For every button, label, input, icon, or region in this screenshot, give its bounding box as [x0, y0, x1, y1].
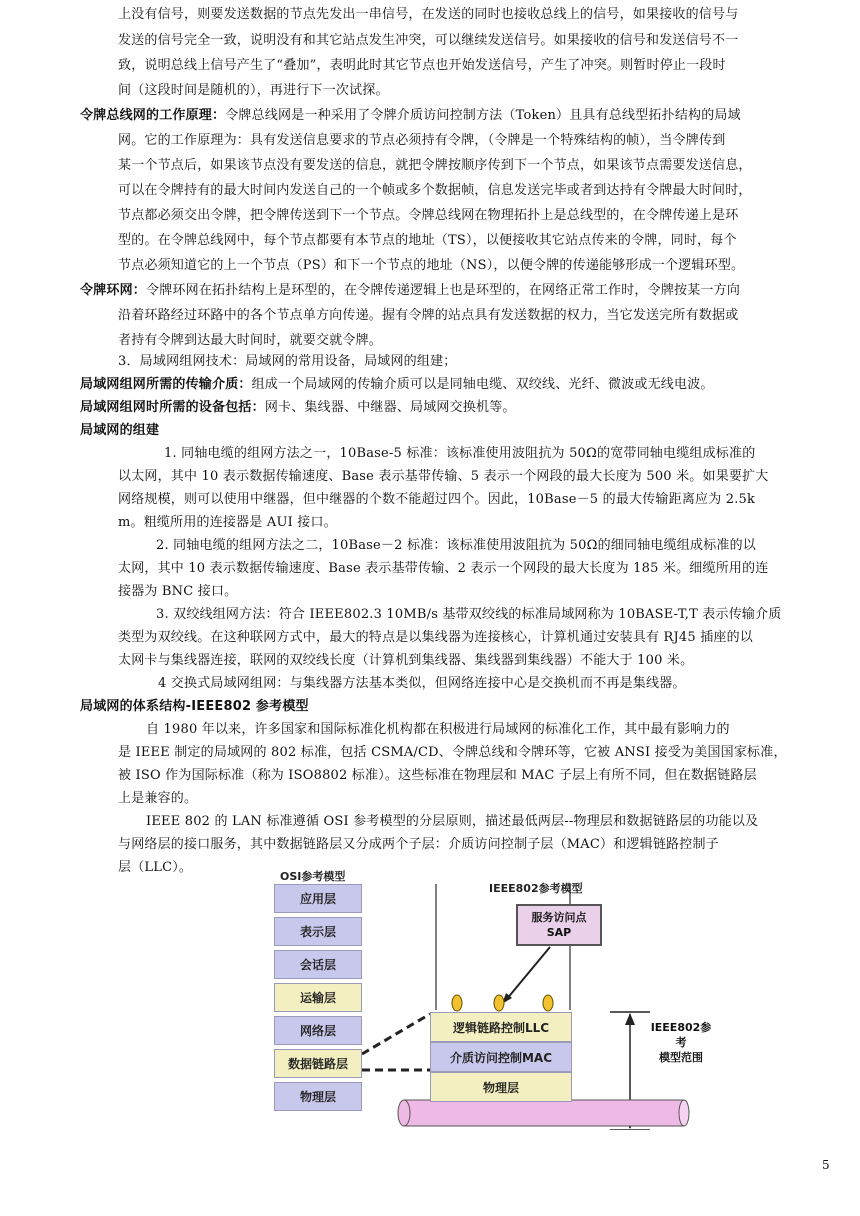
text-span: 网卡、集线器、中继器、局域网交换机等。	[264, 400, 516, 415]
text-line: 网。它的工作原理为：具有发送信息要求的节点必须持有令牌，（令牌是一个特殊结构的帧），当令牌传到	[118, 133, 726, 148]
osi-layer-datalink: 数据链路层	[274, 1049, 362, 1078]
arch-heading: 局域网的体系结构-IEEE802 参考模型	[80, 699, 309, 714]
text-span: 令牌环网在拓扑结构上是环型的，在令牌传递逻辑上也是环型的，在网络正常工作时，令牌按某一方向	[146, 283, 741, 298]
section-3-line: 3．局域网组网技术：局域网的常用设备，局域网的组建；	[118, 354, 457, 369]
text-line: 上是兼容的。	[118, 791, 198, 806]
devices-label: 局域网组网时所需的设备包括：	[80, 400, 265, 415]
cable-body	[404, 1100, 684, 1126]
text-line: 沿着环路经过环路中的各个节点单方向传递。握有令牌的站点具有发送数据的权力，当它发送完所有数据或	[118, 308, 739, 323]
range-label	[646, 1020, 716, 1065]
text-line: 某一个节点后，如果该节点没有要发送的信息，就把令牌按顺序传到下一个节点，如果该节点需要发送信息，	[118, 158, 752, 173]
mapping-line-top	[362, 1014, 430, 1054]
ieee-layer-mac: 介质访问控制MAC	[430, 1042, 572, 1072]
build-heading: 局域网的组建	[80, 423, 160, 438]
text-line: 3. 双绞线组网方法：符合 IEEE802.3 10MB/s 基带双绞线的标准局域网称为 10BASE-T,T 表示传输介质	[156, 607, 782, 622]
range-arrow-up	[625, 1013, 635, 1025]
access-point-oval	[452, 995, 462, 1011]
text-line: 上没有信号，则要发送数据的节点先发出一串信号，在发送的同时也接收总线上的信号，如果接收的信号与	[118, 7, 739, 22]
access-point-oval	[543, 995, 553, 1011]
text-line: 层（LLC）。	[118, 860, 193, 875]
page-number: 5	[822, 1158, 830, 1172]
token-bus-label: 令牌总线网的工作原理：	[80, 108, 226, 123]
sap-abbrev: SAP	[546, 926, 572, 939]
text-line: m。粗缆所用的连接器是 AUI 接口。	[118, 515, 337, 530]
osi-layer-session: 会话层	[274, 950, 362, 979]
cable-end	[679, 1100, 689, 1126]
text-line: 太网卡与集线器连接，联网的双绞线长度（计算机到集线器、集线器到集线器）不能大于 100 米。	[118, 653, 694, 668]
media-label: 局域网组网所需的传输介质：	[80, 377, 252, 392]
osi-layer-network: 网络层	[274, 1016, 362, 1045]
text-line: 网络规模，则可以使用中继器，但中继器的个数不能超过四个。因此，10Base－5 的最大传输距离应为 2.5k	[118, 492, 756, 507]
text-line: 2. 同轴电缆的组网方法之二，10Base－2 标准：该标准使用波阻抗为 50Ω的细同轴电缆组成标准的以	[156, 538, 757, 553]
media-line	[80, 374, 714, 396]
sap-arrow	[506, 947, 550, 1000]
token-bus-line	[80, 105, 741, 127]
text-line: 1. 同轴电缆的组网方法之一，10Base-5 标准：该标准使用波阻抗为 50Ω的宽带同轴电缆组成标准的	[164, 446, 756, 461]
osi-layer-transport: 运输层	[274, 983, 362, 1012]
osi-layer-physical: 物理层	[274, 1082, 362, 1111]
osi-layer-application: 应用层	[274, 884, 362, 913]
text-line: 致，说明总线上信号产生了“叠加”，表明此时其它节点也开始发送信号，产生了冲突。则暂时停止一段时	[118, 58, 726, 73]
sap-label: 服务访问点	[531, 911, 587, 924]
text-line: 以太网，其中 10 表示数据传输速度、Base 表示基带传输、5 表示一个网段的最大长度为 500 米。如果要扩大	[118, 469, 769, 484]
ieee-title: IEEE802参考模型	[489, 882, 583, 895]
text-line: 自 1980 年以来，许多国家和国际标准化机构都在积极进行局域网的标准化工作，其中最有影响力的	[146, 722, 730, 737]
cable-end	[398, 1100, 410, 1126]
text-span: 组成一个局域网的传输介质可以是同轴电缆、双绞线、光纤、微波或无线电波。	[251, 377, 714, 392]
text-line: 太网，其中 10 表示数据传输速度、Base 表示基带传输、2 表示一个网段的最大长度为 185 米。细缆所用的连	[118, 561, 769, 576]
text-line: 型的。在令牌总线网中，每个节点都要有本节点的地址（TS），以便接收其它站点传来的令牌，同时，每个	[118, 233, 737, 248]
osi-title: OSI参考模型	[280, 870, 346, 883]
text-span: 令牌总线网是一种采用了令牌介质访问控制方法（Token）且具有总线型拓扑结构的局域	[225, 108, 741, 123]
text-line: IEEE 802 的 LAN 标准遵循 OSI 参考模型的分层原则，描述最低两层--物理层和数据链路层的功能以及	[146, 814, 759, 829]
text-line: 被 ISO 作为国际标准（称为 ISO8802 标准）。这些标准在物理层和 MAC 子层上有所不同，但在数据链路层	[118, 768, 757, 783]
ieee-layer-llc: 逻辑链路控制LLC	[430, 1012, 572, 1042]
text-line: 节点都必须交出令牌，把令牌传送到下一个节点。令牌总线网在物理拓扑上是总线型的，在令牌传递上是环	[118, 208, 739, 223]
text-line: 与网络层的接口服务，其中数据链路层又分成两个子层：介质访问控制子层（MAC）和逻辑链路控制子	[118, 837, 719, 852]
text-line: 是 IEEE 制定的局域网的 802 标准，包括 CSMA/CD、令牌总线和令牌环等，它被 ANSI 接受为美国国家标准，	[118, 745, 787, 760]
token-ring-line	[80, 280, 740, 302]
osi-layer-presentation: 表示层	[274, 917, 362, 946]
range-label-line1: IEEE802参考	[650, 1021, 712, 1049]
text-line: 者持有令牌到达最大时间时，就要交就令牌。	[118, 333, 383, 348]
sap-box	[516, 904, 602, 946]
range-label-line2: 模型范围	[659, 1051, 703, 1064]
access-point-oval	[494, 995, 504, 1011]
text-line: 类型为双绞线。在这种联网方式中，最大的特点是以集线器为连接核心，计算机通过安装具有 RJ45 插座的以	[118, 630, 754, 645]
text-line: 4 交换式局域网组网：与集线器方法基本类似，但网络连接中心是交换机而不再是集线器。	[158, 676, 686, 691]
text-line: 发送的信号完全一致，说明没有和其它站点发生冲突，可以继续发送信号。如果接收的信号和发送信号不一	[118, 33, 739, 48]
text-line: 节点必须知道它的上一个节点（PS）和下一个节点的地址（NS），以便令牌的传递能够形成一个逻辑环型。	[118, 258, 745, 273]
ieee-layer-physical: 物理层	[430, 1072, 572, 1102]
text-line: 间（这段时间是随机的），再进行下一次试探。	[118, 83, 389, 98]
token-ring-label: 令牌环网：	[80, 283, 147, 298]
text-line: 接器为 BNC 接口。	[118, 584, 238, 599]
devices-line	[80, 397, 516, 419]
text-line: 可以在令牌持有的最大时间内发送自己的一个帧或多个数据帧，信息发送完毕或者到达持有令牌最大时间时，	[118, 183, 752, 198]
osi-ieee802-diagram	[270, 862, 712, 1130]
